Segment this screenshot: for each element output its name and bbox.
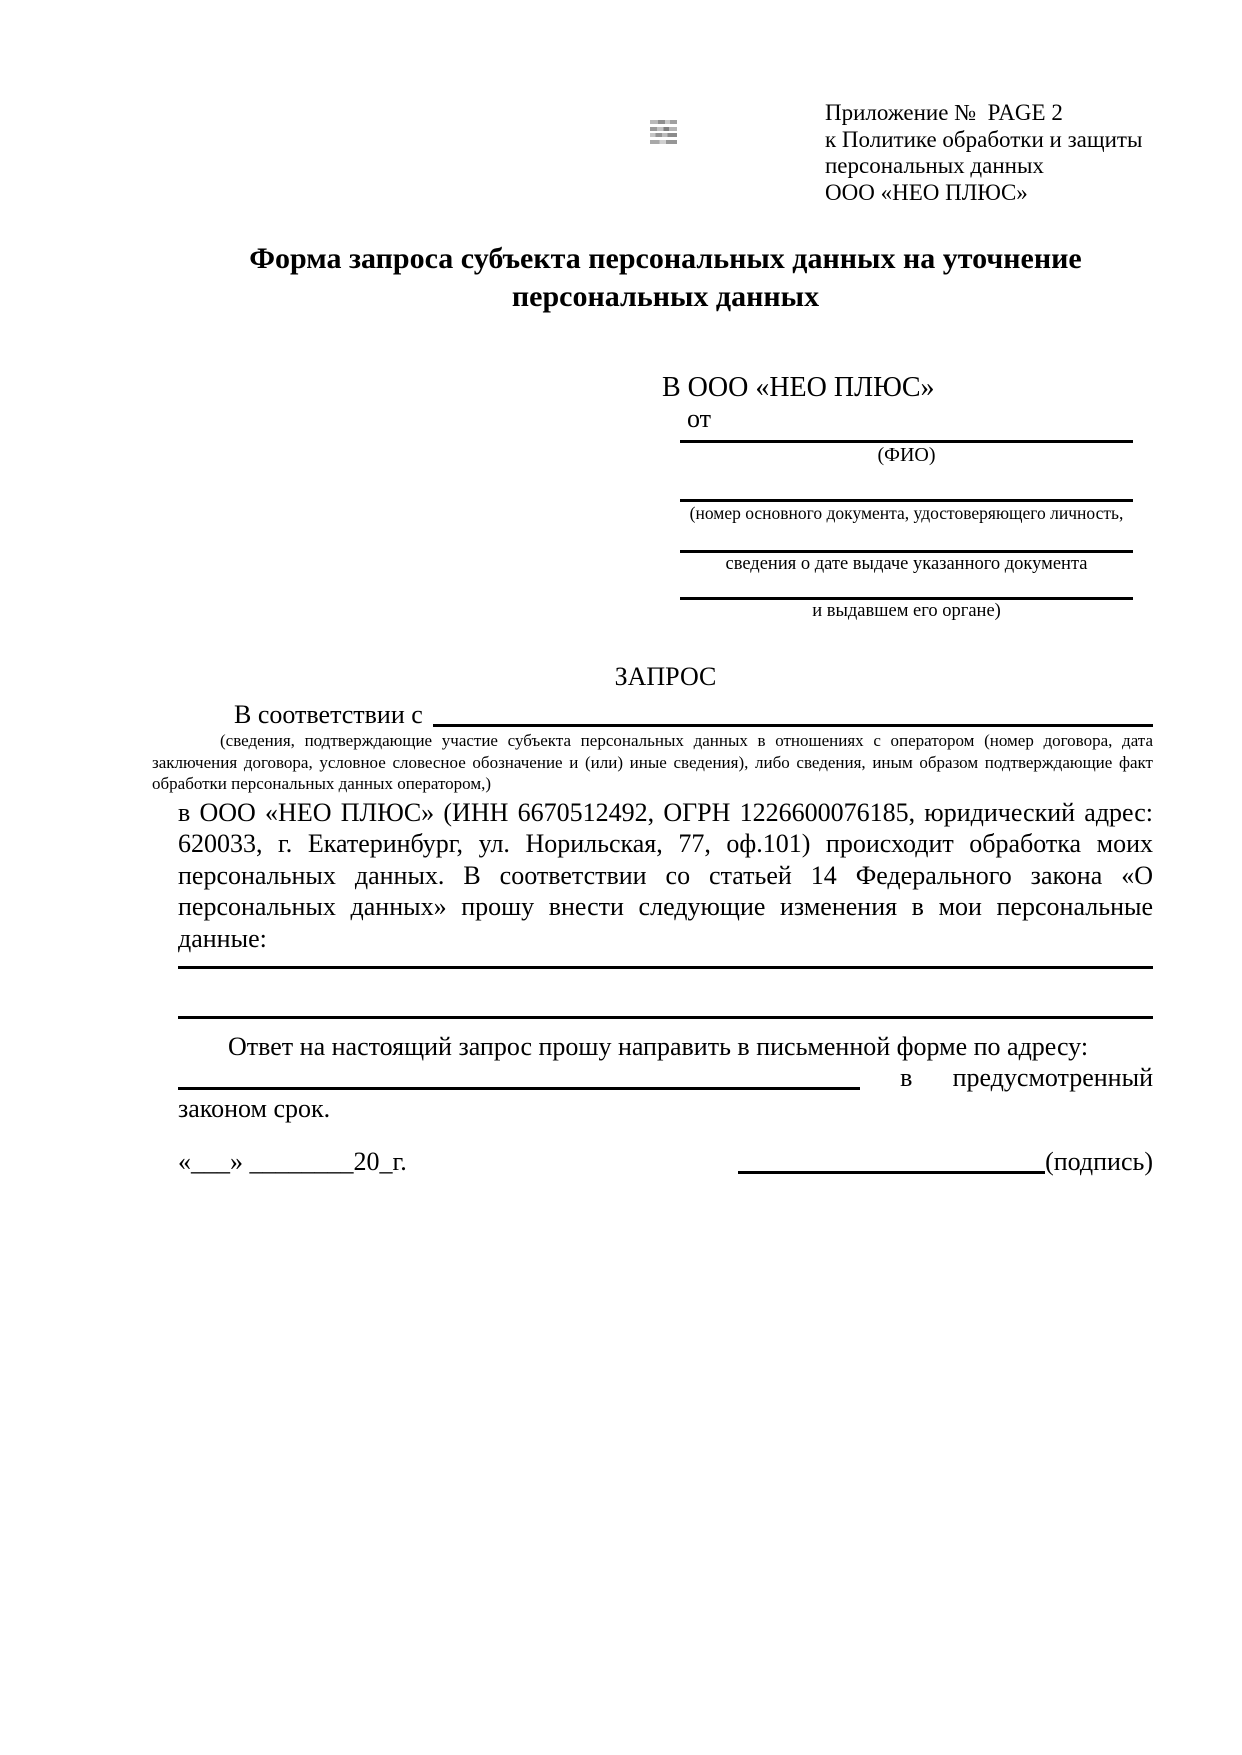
changes-fill-in-line-2 bbox=[178, 1016, 1153, 1019]
blurred-marker-row bbox=[650, 120, 677, 124]
reply-sentence-tail: законом срок. bbox=[178, 1094, 331, 1123]
request-heading: ЗАПРОС bbox=[614, 662, 717, 691]
reply-word-v: в bbox=[900, 1063, 913, 1092]
appendix-line-policy2: персональных данных bbox=[825, 153, 1044, 178]
intro-prefix: В соответствии с bbox=[234, 700, 423, 729]
signature-group bbox=[738, 1146, 1153, 1177]
reply-word-predusmotrennyy: предусмотренный bbox=[952, 1063, 1153, 1092]
signature-caption: (подпись) bbox=[1045, 1147, 1153, 1176]
issuing-authority-field bbox=[680, 597, 1133, 623]
recipient-from-label: от bbox=[687, 404, 712, 433]
appendix-header bbox=[825, 100, 1142, 206]
fio-field bbox=[680, 440, 1133, 468]
fio-caption: (ФИО) bbox=[877, 444, 936, 466]
fine-print-note: (сведения, подтверждающие участие субъекта персональных данных в отношениях с оператором (номер договора, дата заключения договора, условное словесное обозначение и (или) иные сведения), либо сведения, иным образом подтверждающие факт обработки персональных данных оператором,) bbox=[152, 731, 1153, 793]
reply-sentence: Ответ на настоящий запрос прошу направить в письменной форме по адресу: bbox=[228, 1032, 1089, 1061]
recipient-block bbox=[662, 372, 1133, 623]
request-body-paragraph: в ООО «НЕО ПЛЮС» (ИНН 6670512492, ОГРН 1226600076185, юридический адрес: 620033, г. Екатеринбург, ул. Норильская, 77, оф.101) происходит обработка моих персональных данных. В соответствии со статьей 14 Федерального закона «О персональных данных» прошу внести следующие изменения в мои персональные данные: bbox=[178, 797, 1153, 953]
blurred-marker-row bbox=[650, 140, 677, 144]
document-number-field bbox=[680, 499, 1133, 525]
appendix-line-number: Приложение № PAGE 2 bbox=[825, 100, 1063, 125]
issuing-authority-caption: и выдавшем его органе) bbox=[812, 601, 1001, 621]
appendix-header-area bbox=[178, 100, 1153, 232]
appendix-line-policy: к Политике обработки и защиты bbox=[825, 126, 1143, 152]
date-blank: «___» ________20_г. bbox=[178, 1147, 407, 1176]
address-fill-in-line bbox=[178, 1087, 860, 1090]
intro-line bbox=[178, 700, 1153, 730]
blurred-marker-row bbox=[650, 127, 677, 131]
issue-date-caption: сведения о дате выдаче указанного документа bbox=[725, 554, 1088, 574]
blurred-marker-icon bbox=[650, 120, 677, 144]
intro-fill-in-line bbox=[433, 724, 1153, 727]
recipient-to: В ООО «НЕО ПЛЮС» bbox=[662, 372, 935, 403]
signature-fill-in-line bbox=[738, 1171, 1045, 1174]
document-title: Форма запроса субъекта персональных данных на уточнение персональных данных bbox=[249, 242, 1082, 313]
reply-address-line bbox=[178, 1062, 1153, 1093]
date-signature-row bbox=[178, 1146, 1153, 1177]
blurred-marker-row bbox=[650, 133, 677, 137]
issue-date-field bbox=[680, 550, 1133, 576]
appendix-line-company: ООО «НЕО ПЛЮС» bbox=[825, 179, 1028, 205]
document-number-caption: (номер основного документа, удостоверяющего личность, bbox=[689, 503, 1124, 523]
changes-fill-in-line-1 bbox=[178, 966, 1153, 969]
